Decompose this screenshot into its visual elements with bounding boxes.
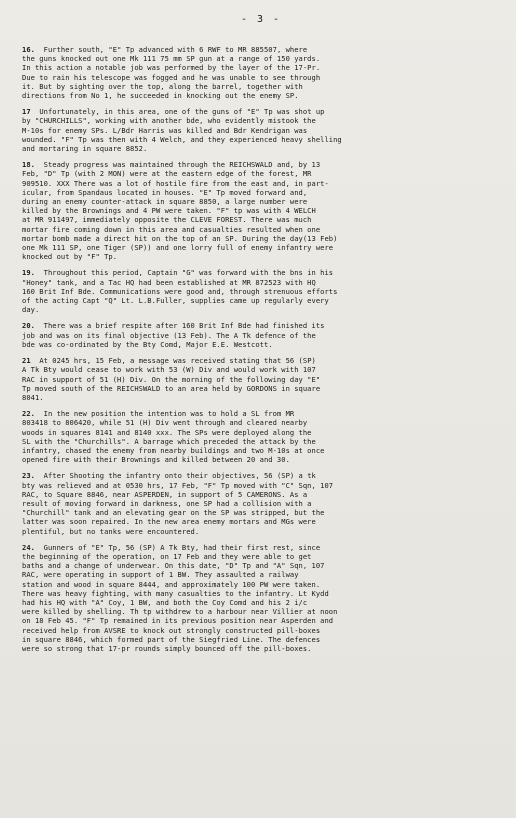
text-line: received help from AVSRE to knock out strongly constructed pill-boxes [22,625,321,635]
paragraph-number: 20. [22,321,35,331]
text-line: In this action a notable job was performed by the layer of the 17-Pr. [22,63,321,73]
paragraph-8 [22,471,500,535]
text-line: "Honey" tank, and a Tac HQ had been established at MR 872523 with HQ [22,277,316,287]
text-line: Gunners of "E" Tp, 56 (SP) A Tk Bty, had their first rest, since [43,542,321,552]
text-line: RAC in support of 51 (H) Div. On the morning of the following day "E" [22,374,321,384]
text-line: Tp moved south of the REICHSWALD to an area held by GORDONS in square [22,383,321,393]
text-line: station and wood in square 8444, and approximately 100 PW were taken. [22,579,321,589]
text-line: 8041. [22,392,44,402]
paragraph-number: 21 [22,356,31,366]
text-line: bde was co-ordinated by the Bty Comd, Major E.E. Westcott. [22,339,273,349]
text-line: opened fire with their Brownings and killed between 20 and 30. [22,455,290,465]
text-line: and mortaring in square 8852. [22,144,148,154]
text-line: Throughout this period, Captain "G" was forward with the bns in his [43,268,334,278]
text-line: plentiful, but no tanks were encountered. [22,526,200,536]
text-line: A Tk Bty would cease to work with 53 (W) Div and would work with 107 [22,365,316,375]
paragraph-number: 17 [22,107,31,117]
paragraph-7 [22,409,500,464]
text-line: After Shooting the infantry onto their objectives, 56 (SP) a tk [43,471,316,481]
text-line: There was a brief respite after 160 Brit Inf Bde had finished its [43,321,325,331]
text-line: at MR 911497, immediately opposite the CLEVE FOREST. There was much [22,215,312,225]
text-line: directions from No 1, he succeeded in knocking out the enemy SP. [22,91,299,101]
text-line: 909510. XXX There was a lot of hostile fire from the east and, in part- [22,178,329,188]
text-line: day. [22,305,40,315]
text-line: one Mk 111 SP, one Tiger (SP)) and one lorry full of enemy infantry were [22,243,334,253]
paragraph-3 [22,160,500,261]
text-line: in square 8846, which formed part of the Siegfried Line. The defences [22,634,321,644]
text-line: "Churchill" tank and an elevating gear on the SP was stripped, but the [22,508,325,518]
text-line: At 0245 hrs, 15 Feb, a message was received stating that 56 (SP) [39,356,316,366]
text-line: In the new position the intention was to hold a SL from MR [43,409,295,419]
text-line: it. But by sighting over the top, along the barrel, together with [22,81,303,91]
text-line: latter was soon repaired. In the new area enemy mortars and MGs were [22,517,316,527]
text-line: during an enemy counter-attack in square 8850, a large number were [22,197,308,207]
text-line: RAC, to Square 8846, near ASPERDEN, in support of 5 CAMERONS. As a [22,489,308,499]
text-line: had his HQ with "A" Coy, 1 BW, and both the Coy Comd and his 2 i/c [22,597,308,607]
text-line: SL with the "Churchills". A barrage which preceded the attack by the [22,436,316,446]
text-line: infantry, chased the enemy from nearby buildings and two M-10s at once [22,445,325,455]
text-line: on 18 Feb 45. "F" Tp remained in its previous position near Asperden and [22,616,334,626]
text-line: RAC, were operating in support of 1 BW. They assaulted a railway [22,570,299,580]
text-line: the guns knocked out one Mk 111 75 mm SP gun at a range of 150 yards. [22,54,321,64]
paragraph-number: 16. [22,45,35,54]
text-line: M-10s for enemy SPs. L/Bdr Harris was killed and Bdr Kendrigan was [22,125,308,135]
text-line: baths and a change of underwear. On this date, "D" Tp and "A" Sqn, 107 [22,561,325,571]
text-line: 803418 to 806420, while 51 (H) Div went through and cleared nearby [22,418,308,428]
paragraph-6 [22,356,500,402]
paragraph-number: 23. [22,471,35,481]
paragraph-number: 18. [22,160,35,170]
text-line: Steady progress was maintained through the REICHSWALD and, by 13 [43,160,321,170]
text-line: Further south, "E" Tp advanced with 6 RWF to MR 885507, where [43,45,308,54]
text-line: were so strong that 17-pr rounds simply bounced off the pill-boxes. [22,643,312,653]
paragraph-5 [22,321,500,349]
paragraph-2 [22,107,500,153]
paragraph-number: 19. [22,268,35,278]
text-line: Due to rain his telescope was fogged and he was unable to see through [22,72,321,82]
text-line: icular, from Spandaus located in houses. "E" Tp moved forward and, [22,187,308,197]
text-line: There was heavy fighting, with many casualties to the infantry. Lt Kydd [22,588,329,598]
paragraph-4 [22,268,500,314]
text-line: bty was relieved and at 0530 hrs, 17 Feb, "F" Tp moved with "C" Sqn, 107 [22,480,334,490]
text-line: were killed by shelling. Th tp withdrew to a harbour near Villier at noon [22,607,338,617]
text-line: of the acting Capt "Q" Lt. L.B.Fuller, supplies came up regularly every [22,296,329,306]
paragraph-number: 24. [22,542,35,552]
page-number: - 3 - [240,14,282,25]
text-line: job and was on its final objective (13 Feb). The A Tk defence of the [22,330,316,340]
text-line: woods in squares 8141 and 8140 xxx. The SPs were deployed along the [22,427,312,437]
paragraph-number: 22. [22,409,35,419]
text-line: mortar bomb made a direct hit on the top of an SP. During the day(13 Feb) [22,233,338,243]
text-line: 160 Brit Inf Bde. Communications were good and, through strenuous efforts [22,286,338,296]
paragraph-1 [22,45,500,100]
text-line: Unfortunately, in this area, one of the guns of "E" Tp was shot up [39,107,325,117]
text-line: mortar fire coming down in this area and casualties resulted when one [22,224,321,234]
text-line: knocked out by "F" Tp. [22,252,118,262]
text-line: killed by the Brownings and 4 PW were taken. "F" tp was with 4 WELCH [22,206,316,216]
paragraph-9 [22,543,500,653]
text-line: by "CHURCHILLS", working with another bde, who evidently mistook the [22,116,316,126]
document-body [22,45,500,653]
text-line: the beginning of the operation, on 17 Feb and they were able to get [22,551,312,561]
text-line: wounded. "F" Tp was then with 4 Welch, and they experienced heavy shelling [22,134,342,144]
text-line: result of moving forward in darkness, one SP had a collision with a [22,498,312,508]
text-line: Feb, "D" Tp (with 2 MON) were at the eastern edge of the forest, MR [22,169,312,179]
